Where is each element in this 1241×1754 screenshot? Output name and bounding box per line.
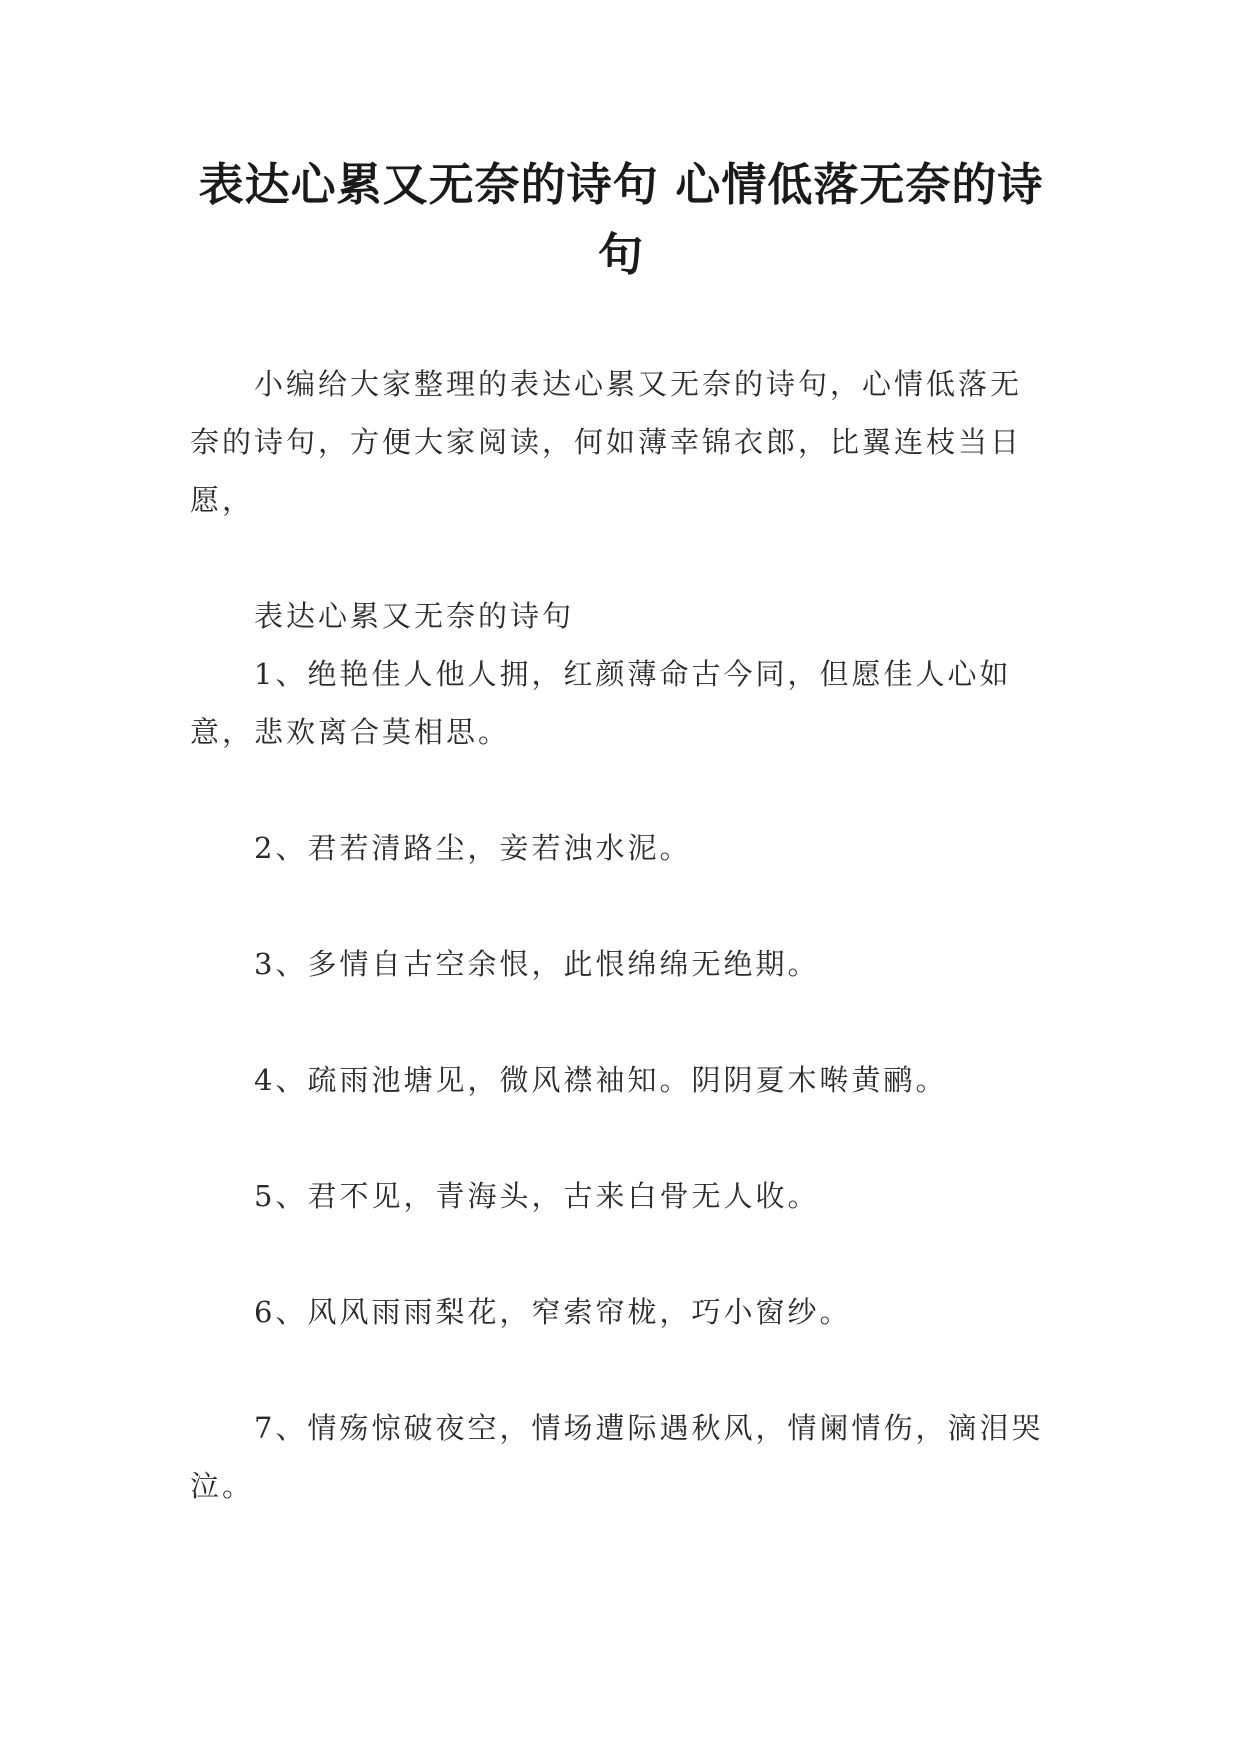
poem-line-3: 3、多情自古空余恨，此恨绵绵无绝期。 <box>254 947 820 981</box>
poem-line-7: 7、情殇惊破夜空，情场遭际遇秋风，情阑情伤，滴泪哭泣。 <box>190 1411 1044 1503</box>
document-body <box>190 355 1052 1515</box>
intro-paragraph: 小编给大家整理的表达心累又无奈的诗句，心情低落无奈的诗句，方便大家阅读，何如薄幸锦衣郎，比翼连枝当日愿， <box>190 367 1023 517</box>
document-title: 表达心累又无奈的诗句 心情低落无奈的诗句 <box>198 158 1044 281</box>
section-heading: 表达心累又无奈的诗句 <box>254 599 575 633</box>
poem-line-5: 5、君不见，青海头，古来白骨无人收。 <box>254 1179 820 1213</box>
poem-line-2: 2、君若清路尘，妾若浊水泥。 <box>254 831 692 865</box>
poem-line-6: 6、风风雨雨梨花，窄索帘栊，巧小窗纱。 <box>254 1295 852 1329</box>
poem-line-1: 1、绝艳佳人他人拥，红颜薄命古今同，但愿佳人心如意，悲欢离合莫相思。 <box>190 657 1012 749</box>
poem-line-4: 4、疏雨池塘见，微风襟袖知。阴阴夏木啭黄鹂。 <box>254 1063 948 1097</box>
